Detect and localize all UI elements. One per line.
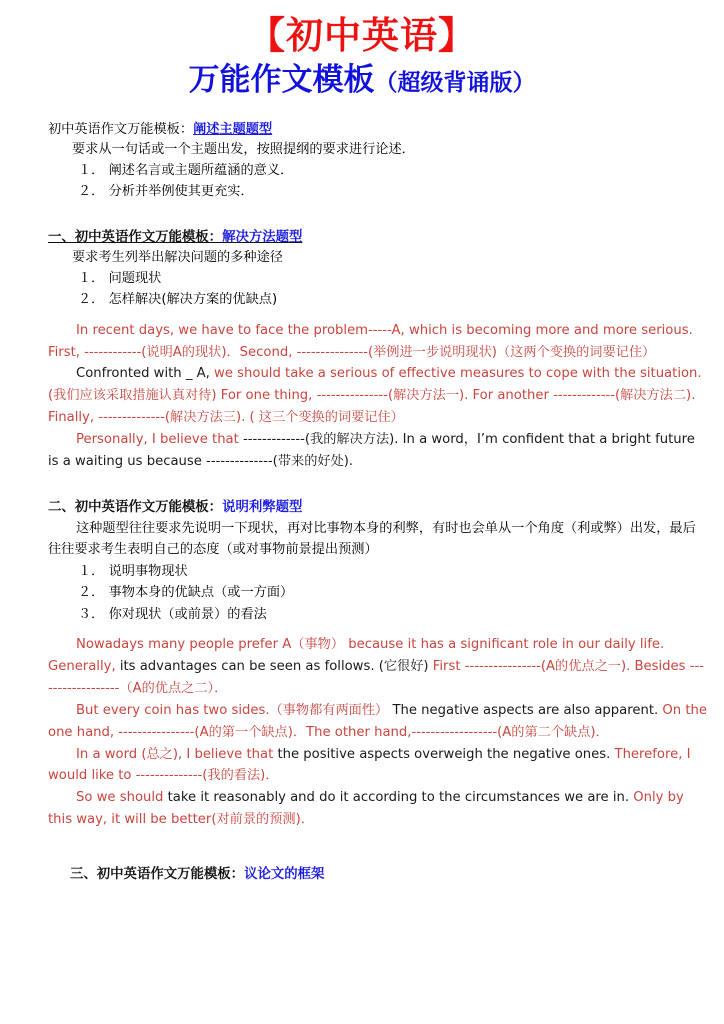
intro-heading-label: 初中英语作文万能模板： bbox=[48, 121, 194, 137]
text-run-red: So we should bbox=[76, 790, 164, 806]
spacer bbox=[48, 473, 708, 498]
section2-description: 这种题型往往要求先说明一下现状，再对比事物本身的利弊，有时也会单从一个角度（利或弊）出发，最后往往要求考生表明自己的态度（或对事物前景提出预测） bbox=[48, 521, 696, 558]
section2-heading bbox=[48, 498, 708, 518]
intro-heading bbox=[48, 120, 708, 140]
section2-heading-topic: 说明利弊题型 bbox=[222, 499, 303, 515]
text-run-black: the positive aspects overweigh the negative ones. bbox=[273, 746, 611, 762]
section2-paragraph-1 bbox=[48, 634, 708, 700]
intro-description: 要求从一句话或一个主题出发，按照提纲的要求进行论述． bbox=[72, 141, 415, 157]
section1-heading bbox=[48, 228, 708, 248]
text-run-black: The negative aspects are also apparent. bbox=[388, 702, 659, 718]
text-run-red: Nowadays many people prefer A（事物） because it has a significant role in our daily life. Generally, bbox=[48, 636, 665, 674]
section2-item-3: ３． 你对现状（或前景）的看法 bbox=[78, 606, 267, 622]
spacer bbox=[48, 203, 708, 228]
section1-paragraph-3 bbox=[48, 429, 708, 473]
text-run-red: But every coin has two sides.（事物都有两面性） bbox=[76, 702, 389, 718]
text-run-black: its advantages can be seen as follows. (它很好) bbox=[115, 658, 429, 674]
page-title-sub bbox=[0, 62, 724, 99]
section3-heading bbox=[48, 865, 708, 885]
text-run-red: we should take a serious of effective measures to cope with the situation.(我们应该采取措施认真对待) For one thing, ---------------(解决方法一). For another -------------(解决方法二). Finally, --------------(解决方法三). ( 这三个变换的词要记住） bbox=[48, 366, 702, 426]
section1-paragraph-2 bbox=[48, 363, 708, 429]
page-title-sub-text: 万能作文模板 bbox=[188, 61, 375, 98]
section1-description: 要求考生列举出解决问题的多种途径 bbox=[72, 249, 283, 265]
text-run-red: In a word (总之), I believe that bbox=[76, 746, 274, 762]
section3-heading-topic: 议论文的框架 bbox=[244, 867, 325, 883]
text-run-red: In recent days, we have to face the problem-----A, which is becoming more and more serious. First, ------------(说明A的现状)．Second, ---------------(举例进一步说明现状)（这两个变换的词要记住） bbox=[48, 322, 693, 360]
section2-paragraph-3 bbox=[48, 744, 708, 788]
section2-paragraph-4 bbox=[48, 787, 708, 831]
text-run-red: Only by this way, it will be better(对前景的预测)． bbox=[48, 790, 684, 828]
text-run-red: Personally, I believe that bbox=[76, 432, 239, 448]
section1-paragraph-1 bbox=[48, 320, 708, 364]
text-run-black: -------------(我的解决方法). In a word，I’m confident that a bright future is a waiting us because --------------(带来的好处). bbox=[48, 432, 695, 470]
section2-item-2: ２． 事物本身的优缺点（或一方面） bbox=[78, 585, 294, 601]
intro-item-1: １． 阐述名言或主题所蕴涵的意义． bbox=[78, 162, 294, 178]
spacer bbox=[48, 625, 708, 634]
text-run-red: On the one hand, ----------------(A的第一个缺点)．The other hand,------------------(A的第二个缺点)． bbox=[48, 702, 707, 740]
section1-item-2: ２． 怎样解决(解决方案的优缺点) bbox=[78, 292, 278, 308]
spacer bbox=[48, 311, 708, 320]
section1-item-1: １． 问题现状 bbox=[78, 270, 162, 286]
text-run-black: take it reasonably and do it according to the circumstances we are in. bbox=[163, 790, 630, 806]
intro-heading-topic: 阐述主题题型 bbox=[193, 121, 273, 137]
section2-heading-prefix: 二、初中英语作文万能模板： bbox=[48, 499, 223, 515]
section2-paragraph-2 bbox=[48, 700, 708, 744]
spacer bbox=[48, 831, 708, 865]
intro-item-2: ２． 分析并举例使其更充实． bbox=[78, 184, 254, 200]
page-title-main: 【初中英语】 bbox=[248, 14, 476, 57]
page-title-sub-paren: （超级背诵版） bbox=[374, 69, 536, 96]
section2-item-1: １． 说明事物现状 bbox=[78, 563, 188, 579]
text-run-red: First ----------------(A的优点之一). Besides ------------------（A的优点之二）． bbox=[48, 658, 705, 696]
section1-heading-prefix: 一、初中英语作文万能模板： bbox=[48, 229, 223, 245]
section1-heading-topic: 解决方法题型 bbox=[222, 229, 303, 245]
text-run-red: Therefore, I would like to --------------(我的看法)． bbox=[48, 746, 691, 784]
text-run-black: Confronted with _ A, bbox=[76, 366, 210, 382]
document-body bbox=[0, 120, 724, 885]
section3-heading-prefix: 三、初中英语作文万能模板： bbox=[70, 867, 245, 883]
document-title-block bbox=[0, 0, 724, 99]
